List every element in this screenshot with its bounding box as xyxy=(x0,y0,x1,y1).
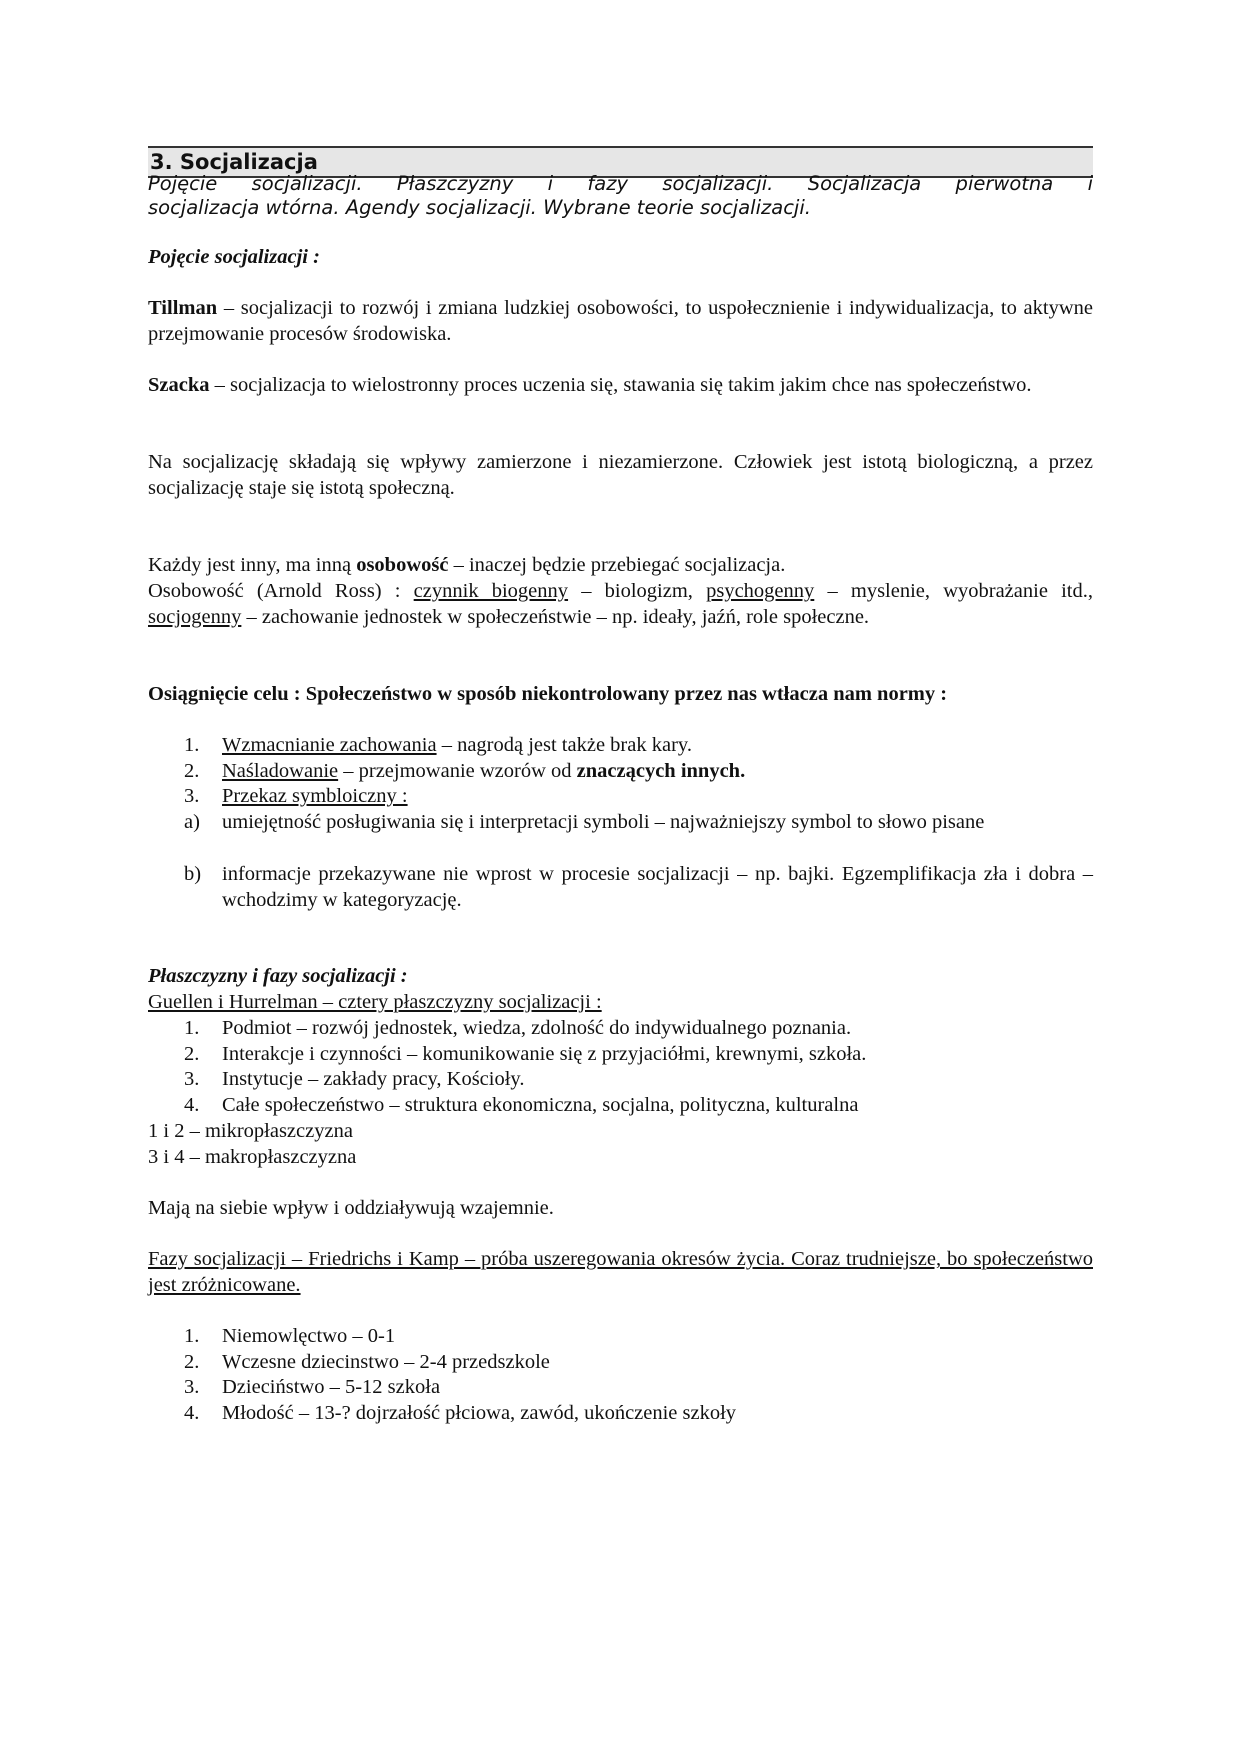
list-item xyxy=(184,1016,851,1042)
paragraph-socjalizacja: Na socjalizację składają się wpływy zamierzone i niezamierzone. Człowiek jest istotą biologiczną, a przez socjalizację staje się istotą społeczną. xyxy=(148,451,1093,499)
item-text: Interakcje i czynności – komunikowanie się z przyjaciółmi, krewnymi, szkoła. xyxy=(222,1043,867,1065)
list-item xyxy=(184,1375,440,1401)
section-title: 3. Socjalizacja xyxy=(148,146,1093,178)
item-text: Instytucje – zakłady pracy, Kościoły. xyxy=(222,1068,525,1090)
author-name: Tillman xyxy=(148,297,218,319)
subheading-text: Płaszczyzny i fazy socjalizacji : xyxy=(148,965,408,987)
item-number: 3. xyxy=(184,785,200,807)
text: – inaczej będzie przebiegać socjalizacja. xyxy=(448,554,786,576)
list-item xyxy=(184,1067,524,1093)
item-number: 3. xyxy=(184,1068,200,1090)
bold-term: znaczących innych. xyxy=(576,760,746,782)
underlined-text: Guellen i Hurrelman – cztery płaszczyzny socjalizacji : xyxy=(148,991,602,1013)
subtitle-line-2: socjalizacja wtórna. Agendy socjalizacji. Wybrane teorie socjalizacji. xyxy=(148,196,811,219)
text: Każdy jest inny, ma inną xyxy=(148,554,357,576)
underlined-term: czynnik biogenny xyxy=(413,580,569,602)
paragraph-tillman xyxy=(148,296,1093,348)
item-text: umiejętność posługiwania się i interpretacji symboli – najważniejszy symbol to słowo pisane xyxy=(222,811,985,833)
fazy-paragraph: Fazy socjalizacji – Friedrichs i Kamp – próba uszeregowania okresów życia. Coraz trudniejsze, bo społeczeństwo jest zróżnicowane. xyxy=(148,1248,1093,1296)
macro-line: 3 i 4 – makropłaszczyzna xyxy=(148,1146,357,1168)
item-text: Podmiot – rozwój jednostek, wiedza, zdolność do indywidualnego poznania. xyxy=(222,1017,852,1039)
underlined-term: psychogenny xyxy=(706,580,815,602)
sub-item xyxy=(184,862,1093,914)
list-item xyxy=(184,1042,866,1068)
item-number: 4. xyxy=(184,1402,200,1424)
paragraph-szacka xyxy=(148,373,1093,399)
item-text: Całe społeczeństwo – struktura ekonomiczna, socjalna, polityczna, kulturalna xyxy=(222,1094,859,1116)
micro-line: 1 i 2 – mikropłaszczyzna xyxy=(148,1120,353,1142)
underlined-term: socjogenny xyxy=(148,605,242,628)
item-text: – nagrodą jest także brak kary. xyxy=(436,734,692,756)
text: Osobowość (Arnold Ross) : xyxy=(148,580,414,602)
paragraph-text: – socjalizacji to rozwój i zmiana ludzkiej osobowości, to uspołecznienie i indywidualizacja, to aktywne przejmowanie procesów środowiska. xyxy=(148,297,1093,345)
list-item xyxy=(184,1324,395,1350)
bold-term: osobowość xyxy=(356,554,449,576)
item-number: 1. xyxy=(184,1017,200,1039)
item-number: 3. xyxy=(184,1376,200,1398)
item-text: Młodość – 13-? dojrzałość płciowa, zawód, ukończenie szkoły xyxy=(222,1402,737,1424)
subheading-plaszczyzny xyxy=(148,964,1093,990)
item-text: – przejmowanie wzorów od xyxy=(338,760,577,782)
guellen-line xyxy=(148,990,1093,1016)
text: – biologizm, xyxy=(568,580,707,602)
list-item xyxy=(184,733,692,759)
author-name: Szacka xyxy=(148,374,210,396)
item-label: Przekaz symbloiczny : xyxy=(222,785,408,807)
item-label: Naśladowanie xyxy=(222,760,339,782)
item-text: Wczesne dziecinstwo – 2-4 przedszkole xyxy=(222,1351,550,1373)
subheading-text: Pojęcie socjalizacji : xyxy=(148,246,320,268)
item-number: 2. xyxy=(184,1043,200,1065)
list-item xyxy=(184,1401,736,1427)
heading-osiagniecie-celu: Osiągnięcie celu : Społeczeństwo w sposób niekontrolowany przez nas wtłacza nam normy : xyxy=(148,683,948,705)
text: – myslenie, wyobrażanie itd., xyxy=(814,580,1093,602)
item-text: informacje przekazywane nie wprost w procesie socjalizacji – np. bajki. Egzemplifikacja zła i dobra – wchodzimy w kategoryzację. xyxy=(222,863,1093,911)
paragraph-text: – socjalizacja to wielostronny proces uczenia się, stawania się takim jakim chce nas społeczeństwo. xyxy=(209,374,1032,396)
item-number: 1. xyxy=(184,1325,200,1347)
list-item xyxy=(184,759,745,785)
item-number: 2. xyxy=(184,760,200,782)
item-number: 4. xyxy=(184,1094,200,1116)
sub-item xyxy=(184,810,1093,836)
item-text: Dzieciństwo – 5-12 szkoła xyxy=(222,1376,441,1398)
paragraph-kazdy xyxy=(148,553,1093,579)
subtitle-line-1: Pojęcie socjalizacji. Płaszczyzny i fazy socjalizacji. Socjalizacja pierwotna i xyxy=(148,172,1093,195)
item-label: Wzmacnianie zachowania xyxy=(222,734,437,756)
item-letter: a) xyxy=(184,811,200,833)
mutual-line: Mają na siebie wpływ i oddziaływują wzajemnie. xyxy=(148,1197,554,1219)
item-number: 1. xyxy=(184,734,200,756)
item-text: Niemowlęctwo – 0-1 xyxy=(222,1325,396,1347)
text: – zachowanie jednostek w społeczeństwie – np. ideały, jaźń, role społeczne. xyxy=(241,605,870,628)
paragraph-osobowosc xyxy=(148,579,1093,631)
list-item xyxy=(184,1350,550,1376)
subheading-pojecie xyxy=(148,245,1093,271)
list-item xyxy=(184,784,408,810)
item-letter: b) xyxy=(184,863,202,885)
list-item xyxy=(184,1093,858,1119)
item-number: 2. xyxy=(184,1351,200,1373)
